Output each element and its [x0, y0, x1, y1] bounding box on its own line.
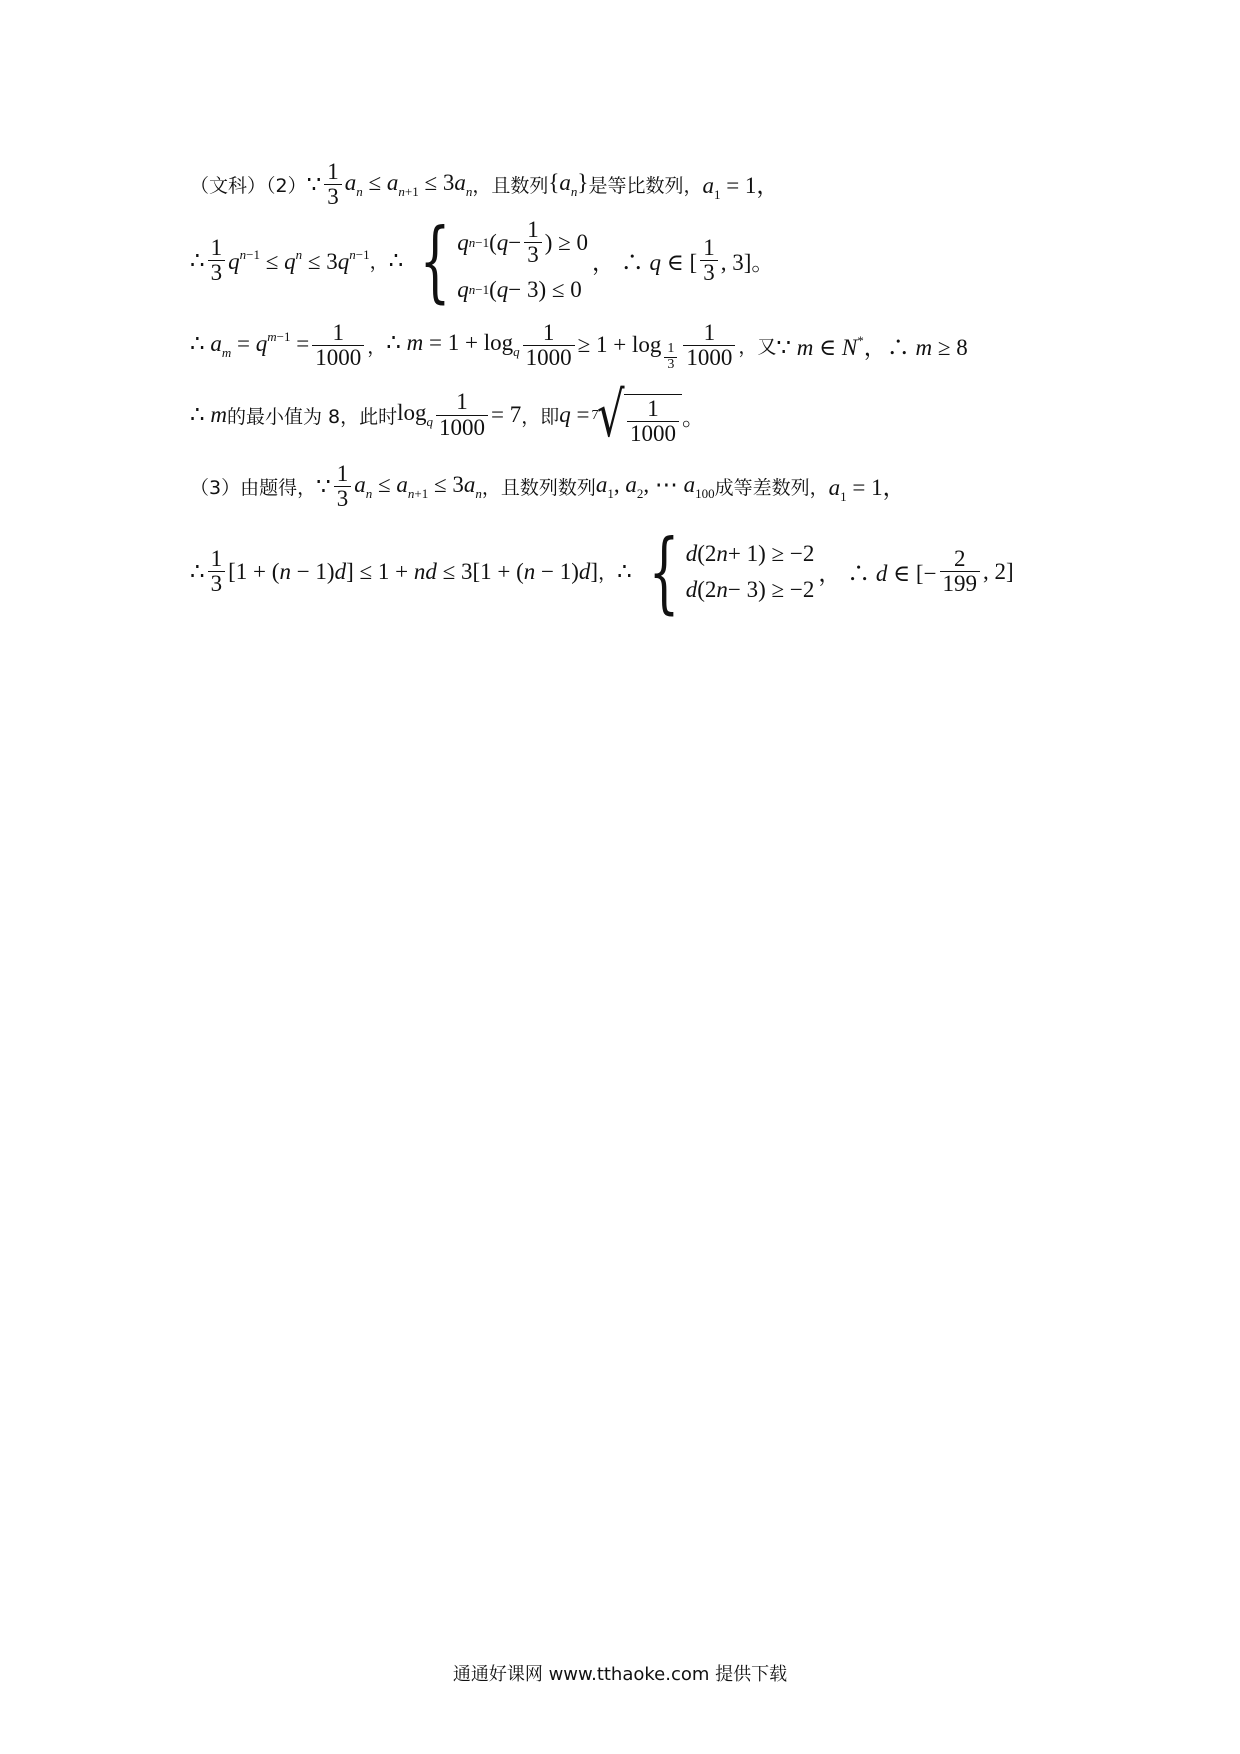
part-label: （文科）（2）	[190, 175, 307, 198]
solution-line-5: （3）由题得， ∵ $\frac{1}{3}$ $a_n \le a_{n+1} \le 3a_n$ ，且数列数列 $a_1$, $a_2$, ⋯ $a_{100}$ 成等差数列， $a_1 = 1$，	[190, 461, 906, 512]
solution-line-2: ∴ $\frac{1}{3}$ $q^{n-1} \le q^n \le 3q^{n-1}$ ， ∴ { q n−1 ( q − $\frac{1}{3}$ ) ≥ 0 q n−1 ( q − 3) ≤ 0 ， ∴ q ∈ [ $\frac{1}{3}$ , 3]。	[190, 209, 775, 313]
inequality-system: { d (2 n + 1) ≥ −2 d (2 n − 3) ≥ −2	[648, 520, 815, 623]
solution-line-1: （文科）（2） ∵ $\frac{1}{3}$ $a_n \le a_{n+1} \le 3a_n$ ，且数列 $\{a_n\}$ 是等比数列， $a_1 = 1$，	[190, 159, 780, 210]
fraction: $\frac{1}{1000}$	[436, 390, 488, 439]
inequality-system: { q n−1 ( q − $\frac{1}{3}$ ) ≥ 0 q n−1 ( q − 3) ≤ 0	[419, 209, 589, 313]
fraction: $\frac{1}{3}$	[208, 236, 226, 285]
fraction: $\frac{1}{1000}$	[523, 321, 575, 370]
fraction: $\frac{1}{3}$	[334, 462, 352, 511]
log-base-fraction: $\frac{1}{3}$	[664, 342, 677, 372]
solution-line-4: ∴ m 的最小值为 8，此时 $\log_q$ $\frac{1}{1000}$ = 7 ，即 q = 7 √ $\frac{1}{1000}$ 。	[190, 378, 706, 451]
fraction: $\frac{2}{199}$	[940, 547, 981, 596]
fraction: $\frac{1}{1000}$	[683, 321, 735, 370]
solution-line-6: ∴ $\frac{1}{3}$ [1 + (n − 1)d] ≤ 1 + nd ≤ 3[1 + (n − 1)d] ， ∴ { d (2 n + 1) ≥ −2 d (2 n − 3) ≥ −2 ， ∴ d ∈ [− $\frac{2}{199}$ , 2]	[190, 520, 1014, 623]
fraction: $\frac{1}{1000}$	[312, 321, 364, 370]
fraction: $\frac{1}{3}$	[700, 236, 718, 285]
fraction: $\frac{1}{3}$	[208, 547, 226, 596]
page-footer: 通通好课网 www.tthaoke.com 提供下载	[452, 1664, 788, 1685]
fraction: $\frac{1}{3}$	[324, 160, 342, 209]
solution-line-3: ∴ $a_m = q^{m-1}$ = $\frac{1}{1000}$ ， ∴ $m = 1 + \log_q$ $\frac{1}{1000}$ ≥ 1 + log $\frac{1}{3}$ $\frac{1}{1000}$ ，又 ∵ m ∈ N*，∴ m ≥ 8	[190, 319, 968, 372]
radical: 7 √ $\frac{1}{1000}$	[592, 384, 683, 446]
part-label: （3）由题得，	[190, 477, 317, 500]
